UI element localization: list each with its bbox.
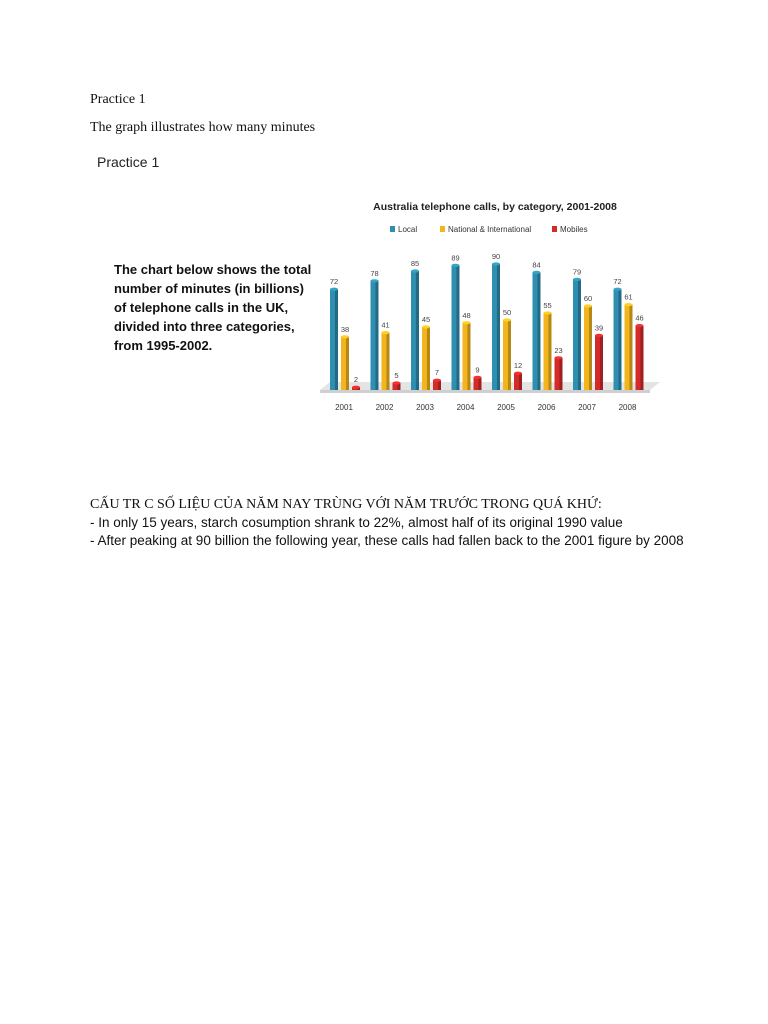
bar-cap-0-2008 — [614, 288, 622, 291]
bar-shade-1-2005 — [508, 320, 511, 390]
data-label-0-2007: 79 — [572, 267, 582, 277]
data-label-0-2005: 90 — [491, 252, 501, 261]
bar-shade-2-2006 — [559, 358, 562, 390]
data-label-0-2006: 84 — [532, 260, 541, 270]
x-tick-label-2006: 2006 — [537, 403, 556, 412]
bar-shade-0-2007 — [578, 279, 581, 390]
legend-label-2: Mobiles — [560, 225, 588, 234]
data-label-1-2006: 55 — [543, 301, 552, 310]
bar-cap-2-2001 — [352, 386, 360, 389]
bar-cap-0-2005 — [492, 262, 500, 265]
legend-swatch-0 — [390, 226, 395, 232]
bar-cap-0-2007 — [573, 278, 581, 281]
bar-shade-0-2004 — [456, 265, 459, 390]
bar-shade-0-2006 — [537, 272, 540, 390]
bar-cap-1-2004 — [463, 321, 471, 324]
x-tick-label-2002: 2002 — [375, 403, 394, 412]
bar-cap-1-2007 — [584, 304, 592, 307]
bar-cap-2-2003 — [433, 379, 441, 382]
bar-shade-0-2003 — [416, 271, 419, 390]
note-item-1: - In only 15 years, starch cosumption shrank to 22%, almost half of its original 1990 value — [90, 515, 623, 530]
data-label-2-2001: 2 — [353, 375, 359, 385]
bar-cap-2-2006 — [555, 356, 563, 359]
bar-shade-0-2005 — [497, 264, 500, 390]
bar-shade-1-2004 — [467, 323, 470, 390]
legend-label-1: National & International — [448, 225, 532, 234]
data-label-0-2003: 85 — [410, 259, 420, 268]
x-tick-label-2007: 2007 — [578, 403, 596, 412]
bar-cap-2-2002 — [393, 381, 401, 384]
data-label-1-2002: 41 — [381, 320, 390, 330]
practice-figure — [90, 148, 676, 458]
data-label-1-2004: 48 — [462, 310, 471, 320]
x-tick-label-2005: 2005 — [497, 403, 515, 412]
data-label-2-2005: 12 — [513, 361, 523, 371]
bar-cap-2-2008 — [636, 324, 644, 327]
data-label-1-2003: 45 — [421, 315, 431, 324]
bar-shade-2-2004 — [478, 377, 481, 390]
bar-cap-1-2002 — [382, 331, 390, 334]
bar-cap-0-2001 — [330, 288, 338, 291]
data-label-2-2002: 5 — [394, 371, 399, 380]
data-label-0-2004: 89 — [451, 253, 460, 263]
data-label-0-2002: 78 — [370, 268, 379, 278]
chart-floor-edge — [320, 390, 650, 393]
chart-title: Australia telephone calls, by category, 2001-2008 — [373, 201, 617, 213]
x-tick-label-2001: 2001 — [335, 403, 353, 412]
x-tick-label-2004: 2004 — [456, 403, 475, 412]
data-label-1-2005: 50 — [502, 308, 512, 317]
bar-shade-1-2008 — [629, 305, 632, 390]
chart-description: The chart below shows the total number of minutes (in billions) of telephone calls in the UK, divided into three categories, from 1995-2002. — [114, 262, 312, 353]
bar-cap-1-2006 — [544, 311, 552, 314]
bar-shade-0-2001 — [335, 289, 338, 390]
bar-shade-2-2005 — [519, 373, 522, 390]
bar-cap-1-2003 — [422, 325, 430, 328]
legend-swatch-2 — [552, 226, 557, 232]
data-label-2-2008: 46 — [635, 313, 644, 323]
x-tick-label-2003: 2003 — [416, 403, 434, 412]
bar-shade-2-2008 — [640, 326, 643, 390]
data-label-0-2008: 72 — [613, 277, 622, 287]
bar-shade-1-2003 — [427, 327, 430, 390]
data-label-1-2007: 60 — [583, 294, 593, 303]
notes-heading: CẤU TR C SỐ LIỆU CỦA NĂM NAY TRÙNG VỚI NĂM TRƯỚC TRONG QUÁ KHỨ: — [90, 497, 602, 512]
note-item-2: - After peaking at 90 billion the following year, these calls had fallen back to the 2001 figure by 2008 — [90, 533, 684, 548]
legend-swatch-1 — [440, 226, 445, 232]
bar-cap-0-2002 — [371, 279, 379, 282]
bar-shade-0-2008 — [618, 289, 621, 390]
x-tick-label-2008: 2008 — [618, 403, 637, 412]
bar-shade-1-2006 — [548, 313, 551, 390]
notes-section — [90, 496, 690, 550]
bar-cap-0-2003 — [411, 269, 419, 272]
bar-cap-0-2004 — [452, 264, 460, 267]
bar-cap-2-2005 — [514, 372, 522, 375]
bar-shade-1-2002 — [386, 333, 389, 390]
data-label-2-2006: 23 — [554, 345, 563, 355]
bar-shade-1-2001 — [346, 337, 349, 390]
bar-shade-0-2002 — [375, 281, 378, 390]
data-label-0-2001: 72 — [329, 277, 339, 287]
bar-shade-1-2007 — [589, 306, 592, 390]
figure-heading: Practice 1 — [97, 154, 160, 170]
data-label-1-2008: 61 — [624, 292, 633, 302]
data-label-2-2004: 9 — [475, 365, 480, 375]
bar-chart — [320, 190, 670, 425]
data-label-2-2007: 39 — [594, 323, 604, 333]
page-heading: Practice 1 — [90, 92, 146, 107]
bar-shade-2-2007 — [600, 335, 603, 390]
bar-cap-1-2005 — [503, 318, 511, 321]
data-label-2-2003: 7 — [434, 368, 440, 378]
bar-cap-1-2001 — [341, 335, 349, 338]
intro-text: The graph illustrates how many minutes — [90, 120, 316, 135]
bar-cap-2-2007 — [595, 334, 603, 337]
bar-cap-2-2004 — [474, 376, 482, 379]
bar-cap-0-2006 — [533, 271, 541, 274]
bar-cap-1-2008 — [625, 303, 633, 306]
data-label-1-2001: 38 — [340, 324, 350, 334]
legend-label-0: Local — [398, 225, 418, 234]
